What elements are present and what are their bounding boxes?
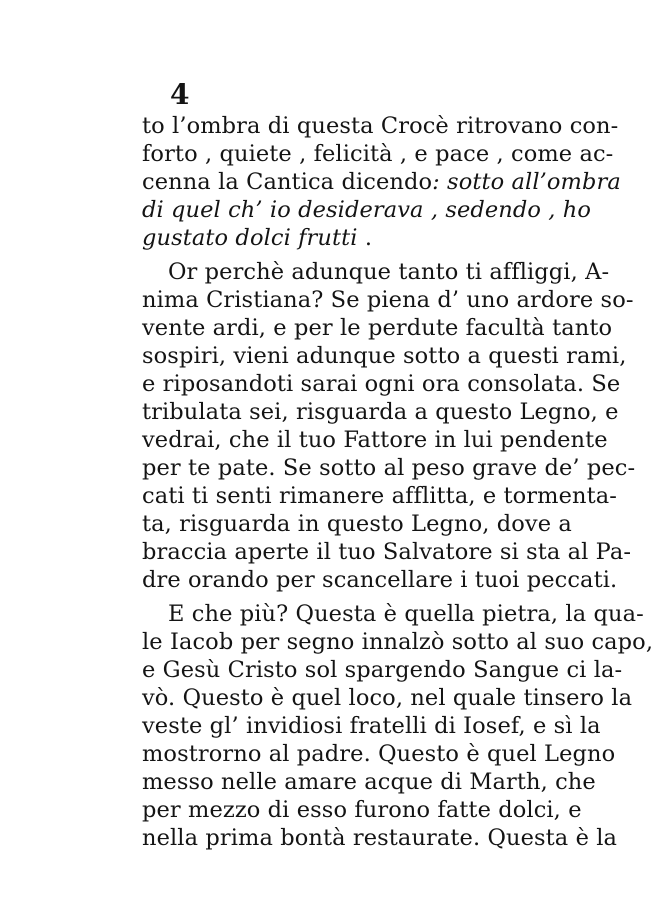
text-line: nima Cristiana? Se piena d’ uno ardore so- [142, 287, 634, 313]
text-line: tribulata sei, risguarda a questo Legno, e [142, 399, 619, 425]
text-line: braccia aperte il tuo Salvatore si sta al Pa- [142, 539, 632, 565]
text-line: e riposandoti sarai ogni ora consolata. Se [142, 371, 621, 397]
text-line [142, 168, 621, 196]
text-line: nella prima bontà restaurate. Questa è la [142, 825, 618, 851]
text-line: veste gl’ invidiosi fratelli di Iosef, e sì la [142, 713, 601, 739]
text-line [142, 224, 557, 252]
text-line [142, 196, 592, 224]
text-line: forto , quiete , felicità , e pace , come ac- [142, 141, 614, 167]
text-line: vedrai, che il tuo Fattore in lui pendente [142, 427, 608, 453]
body-text [142, 112, 653, 852]
text-line: cati ti senti rimanere afflitta, e tormenta- [142, 483, 617, 509]
text-line: vò. Questo è quel loco, nel quale tinsero la [142, 685, 633, 711]
text-line: le Iacob per segno innalzò sotto al suo capo, [142, 629, 653, 655]
paragraph [142, 112, 621, 252]
text-line: to l’ombra di questa Crocè ritrovano con- [142, 113, 619, 139]
text-line: E che più? Questa è quella pietra, la qua- [168, 601, 644, 627]
text-line: dre orando per scancellare i tuoi peccati. [142, 567, 618, 593]
text-run: . [357, 225, 373, 251]
italic-quote: : sotto all’ombra [432, 169, 621, 195]
paragraph [142, 258, 636, 594]
text-line: per mezzo di esso furono fatte dolci, e [142, 797, 582, 823]
paragraph [142, 600, 653, 852]
text-line: vente ardi, e per le perdute facultà tanto [142, 315, 613, 341]
page-number: 4 [170, 78, 190, 111]
text-line: per te pate. Se sotto al peso grave de’ pec- [142, 455, 636, 481]
text-line: e Gesù Cristo sol spargendo Sangue ci la- [142, 657, 623, 683]
text-line: messo nelle amare acque di Marth, che [142, 769, 596, 795]
text-line: Or perchè adunque tanto ti affliggi, A- [168, 259, 610, 285]
italic-quote: di quel ch’ io desiderava , sedendo , ho [142, 197, 592, 223]
text-line: ta, risguarda in questo Legno, dove a [142, 511, 572, 537]
text-line: mostrorno al padre. Questo è quel Legno [142, 741, 616, 767]
italic-quote: gustato dolci frutti [142, 225, 358, 251]
text-line: sospiri, vieni adunque sotto a questi rami, [142, 343, 627, 369]
text-run: cenna la Cantica dicendo [142, 169, 433, 195]
